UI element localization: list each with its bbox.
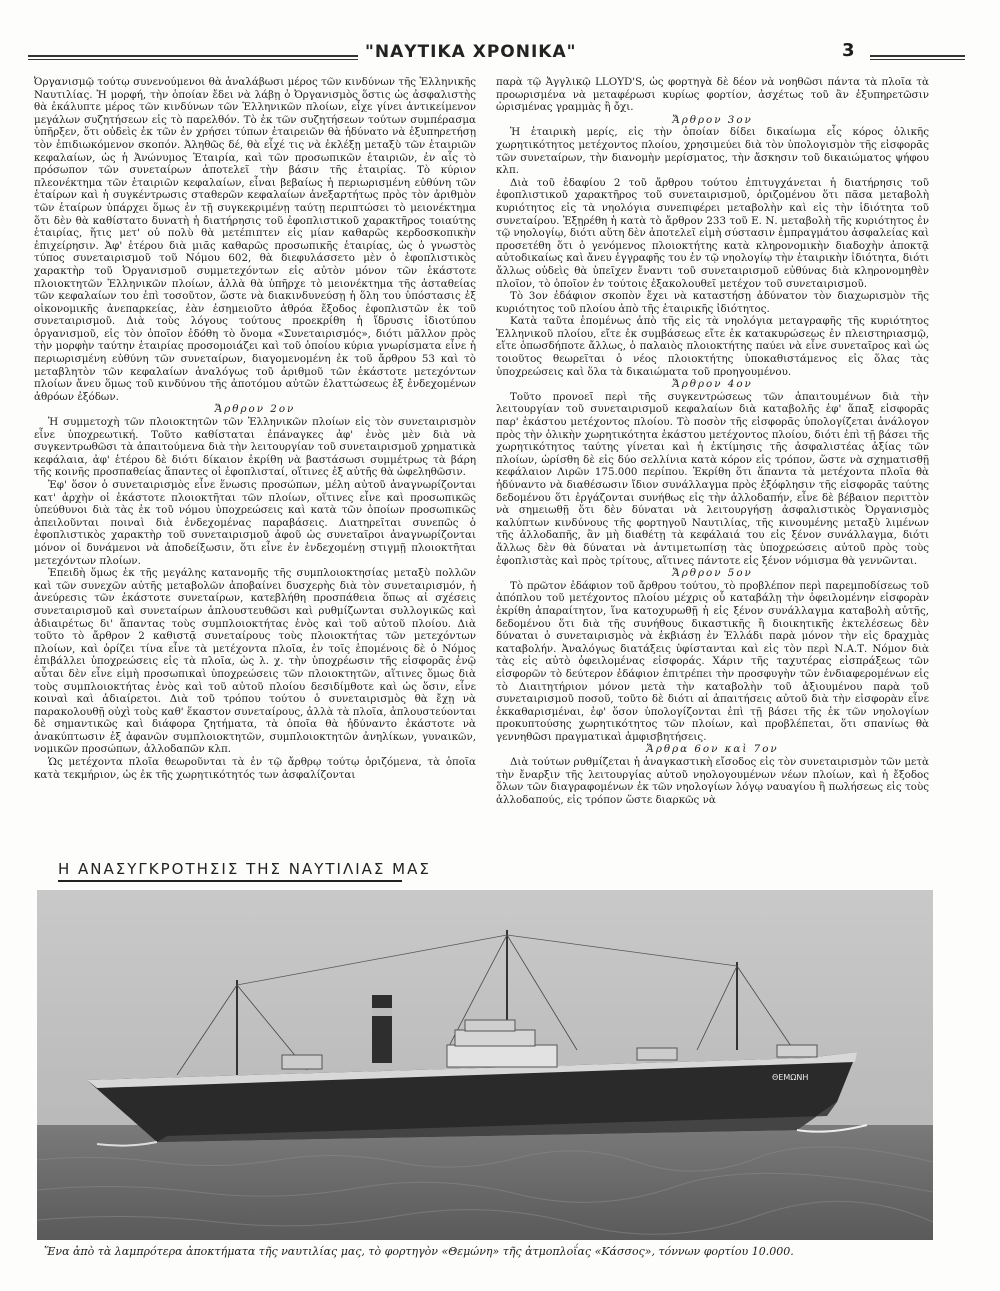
sea [37, 1125, 933, 1240]
header-rule-left [28, 55, 358, 60]
page-number: 3 [842, 40, 855, 61]
paragraph: Ὀργανισμῷ τούτῳ συνενούμενοι θὰ ἀναλάβωσι μέρος τῶν κινδύνων τῆς Ἑλληνικῆς Ναυτιλίας. Ἡ μορφή, τὴν ὁποίαν ἔδει νὰ λάβῃ ὁ Ὀργανισμὸς ὅστις ὡς ἀσφαλιστὴς θὰ ἐκάλυπτε μέρος τῶν κινδύνων τῶν Ἑλληνικῶν πλοίων, εἶχε γίνει ἀντικείμενον μεγάλων συζητήσεων εἰς τὸ παρελθόν. Τὸ ἐκ τῶν συζητήσεων τούτων συμπέρασμα ὑπῆρξεν, ὅτι οὐδεὶς ἐκ τῶν ἐν χρήσει τύπων ἑταιρειῶν θὰ ἠδύνατο νὰ ἐξυπηρετήσῃ τὸν ἐπιδιωκόμενον σκοπόν. Ἀληθῶς δέ, θὰ εἶχέ τις νὰ ἐκλέξῃ μεταξὺ τῶν ἑταιριῶν κεφαλαίων, ὡς ἡ Ἀνώνυμος Ἑταιρία, καὶ τῶν προσωπικῶν ἑταιριῶν, ἐν αἷς τὸ πρόσωπον τῶν συνεταίρων ἀποτελεῖ τὴν βάσιν τῆς ἑταιρίας. Τὸ κύριον πλεονέκτημα τῶν ἑταιριῶν κεφαλαίων, εἶναι βεβαίως ἡ περιωρισμένη εὐθύνη τῶν ἑταίρων καὶ ἡ συγκέντρωσις σταθερῶν κεφαλαίων ἀνεξαρτήτως πρὸς τὸν ἀριθμὸν τῶν ἑταίρων ὑπάρχει ὅμως ἐν τῇ συγκεκριμένῃ ταύτῃ περιπτώσει τὸ μειονέκτημα ὅτι δὲν θὰ καθίστατο δυνατὴ ἡ διατήρησις τοῦ ἐφοπλιστικοῦ χαρακτῆρος τοιαύτης ἑταιρίας, ἥτις μετ' οὐ πολὺ θὰ μετέπιπτεν εἰς μίαν καθαρῶς κερδοσκοπικὴν ἐπιχείρησιν. Ἀφ' ἑτέρου διὰ μιᾶς καθαρῶς προσωπικῆς ἑταιρίας, ὡς ὁ γνωστὸς τύπος συνεταιρισμοῦ τοῦ Νόμου 602, θὰ διεφυλάσσετο μὲν ὁ ἐφοπλιστικὸς χαρακτὴρ τοῦ Ὀργανισμοῦ συμμετεχόντων εἰς αὐτὸν μόνον τῶν ἑκάστοτε πλοιοκτητῶν Ἑλληνικῶν πλοίων, ἀλλὰ θὰ ὑπῆρχε τὸ μειονέκτημα τῆς ἀσταθείας τῶν κεφαλαίων του ἐπὶ τοσοῦτον, ὥστε νὰ διακινδυνεύσῃ ἡ ὅλη του ὑπόστασις ἐξ οἰκονομικῆς ἀνεπαρκείας, ἐὰν ἐσημειοῦτο ἀθρόα ἔξοδος ἐφοπλιστῶν ἐκ τοῦ συνεταιρισμοῦ. Διὰ τοὺς λόγους τούτους προεκρίθη ἡ ἵδρυσις ἰδιοτύπου ὀργανισμοῦ, εἰς τὸν ὁποῖον ἐδόθη τὸ ὄνομα «Συνεταιρισμός», διότι μᾶλλον πρὸς τὴν μορφὴν ταύτην ἑταιρίας προσομοιάζει καὶ τοῦ ὁποίου κύρια γνωρίσματα εἶνε ἡ περιωρισμένη εὐθύνη τῶν συνεταίρων, διαγομενομένη ἐκ τοῦ ἄρθρου 53 καὶ τὸ μεταβλητὸν τῶν κεφαλαίων ἀναλόγως τοῦ ἀριθμοῦ τῶν ἑκάστοτε μετεχόντων πλοίων ἄνευ ὅμως τοῦ κινδύνου τῆς ἀποτόμου αὐτῶν ἐλαττώσεως ἐξ ἐνδεχομένων ἀθρόων ἐξόδων. [34, 76, 476, 403]
page-header [0, 40, 1000, 80]
paragraph: Διὰ τούτων ρυθμίζεται ἡ ἀναγκαστικὴ εἴσοδος εἰς τὸν συνεταιρισμὸν τῶν μετὰ τὴν ἔναρξιν τῆς λειτουργίας αὐτοῦ νηολογουμένων νέων πλοίων, καὶ ἡ ἔξοδος ὅλων τῶν διαγραφομένων ἐκ τῶν νηολογίων λόγῳ ναυαγίου ἢ πωλήσεως εἰς τοὺς ἀλλοδαπούς, εἰς τρόπον ὥστε διαρκῶς νὰ [496, 756, 929, 806]
paragraph: Τὸ πρῶτον ἐδάφιον τοῦ ἄρθρου τούτου, τὸ προβλέπον περὶ παρεμποδίσεως τοῦ ἀπόπλου τοῦ μετέχοντος πλοίου μέχρις οὗ καταβάλῃ τὴν ὀφειλομένην εἰσφορὰν ἐκρίθη ἀπαραίτητον, ἵνα κατοχυρωθῇ ἡ εἰς ξένον συνάλλαγμα καταβολὴ αὐτῆς, δεδομένου ὅτι διὰ τῆς συνήθους δικαστικῆς ἢ διοικητικῆς ἐκτελέσεως δὲν δύναται ὁ συνεταιρισμὸς νὰ ἐκβιάσῃ ἐν Ἑλλάδι παρὰ μόνον τὴν εἰς δραχμὰς καταβολήν. Ἀναλόγως διατάξεις ὑφίστανται καὶ εἰς τὸν περὶ Ν.Α.Τ. Νόμον διὰ τὰς εἰς αὐτὸ ὀφειλομένας εἰσφοράς. Χάριν τῆς ταχυτέρας εἰσπράξεως τῶν εἰσφορῶν τὸ δεύτερον ἐδάφιον ἐπιτρέπει τὴν προσφυγὴν τῶν ἐνδιαφερομένων εἰς τὸ Διαιτητήριον μόνον μετὰ τὴν καταβολὴν τοῦ ἀξιουμένου παρὰ τοῦ συνεταιρισμοῦ ποσοῦ, τοῦτο δὲ διότι αἱ ἀπαιτήσεις αὐτοῦ διὰ τὴν εἰσφορὰν εἶνε ἐκκαθαρισμέναι, ἐφ' ὅσον ὑπολογίζονται ἐπὶ τῇ βάσει τῆς ἐκ τῶν νηολογίων προκυπτούσης χωρητικότητος τῶν πλοίων, καὶ προβλέπεται, ὅτι σπανίως θὰ γεννηθῶσι πραγματικαὶ ἀμφισβητήσεις. [496, 579, 929, 743]
paragraph: Ὡς μετέχοντα πλοῖα θεωροῦνται τὰ ἐν τῷ ἄρθρῳ τούτῳ ὁριζόμενα, τὰ ὁποῖα κατὰ τεκμήριον, ὡς ἐκ τῆς χωρητικότητός των ἀσφαλίζονται [34, 756, 476, 781]
paragraph: Ἐπειδὴ ὅμως ἐκ τῆς μεγάλης κατανομῆς τῆς συμπλοιοκτησίας μεταξὺ πολλῶν καὶ τῶν συνεχῶν αὐτῆς μεταβολῶν ἀποβαίνει δυσχερὴς διὰ τὸν συνεταιρισμόν, ἡ ἀνεύρεσις τῶν ἑκάστοτε συνεταίρων, κατεβλήθη προσπάθεια ὅπως αἱ σχέσεις συνεταιρισμοῦ καὶ συνεταίρων ἁπλουστευθῶσι καὶ ρυθμίζωνται συλλογικῶς καὶ ἀδιαιρέτως δι' ἅπαντας τοὺς συμπλοιοκτήτας ἑνὸς καὶ τοῦ αὐτοῦ πλοίου. Διὰ τοῦτο τὸ ἄρθρον 2 καθιστᾷ συνεταίρους τοὺς πλοιοκτήτας τῶν μετεχόντων πλοίων, καὶ ὁρίζει τίνα εἶνε τὰ μετέχοντα πλοῖα, ἐν τοῖς ἑπομένοις δὲ ὁ Νόμος ἐπιβάλλει ὑποχρεώσεις εἰς τὰ πλοῖα, ὡς λ. χ. τὴν ὑποχρέωσιν τῆς εἰσφορᾶς ἐνῷ αὗται δὲν εἶνε εἰμὴ προσωπικαὶ ὑποχρεώσεις τῶν πλοιοκτητῶν, αἵτινες ὅμως διὰ τοὺς συμπλοιοκτήτας ἑνὸς καὶ τοῦ αὐτοῦ πλοίου δεσιδίμθοτε καὶ ὡς ὅσιν, εἶνε κοιναὶ καὶ ἀδιαίρετοι. Διὰ τοῦ τρόπου τούτου ὁ συνεταιρισμὸς θὰ ἔχῃ νὰ παρακολουθῇ οὐχὶ τοὺς καθ' ἕκαστον συνεταίρους, ἀλλὰ τὰ πλοῖα, ἁπλουστεύονται δὲ σημαντικῶς καὶ διάφορα ζητήματα, τὰ ὁποῖα θὰ ἠδύναντο ἑκάστοτε νὰ ἀνακύπτωσιν ἐξ ἀφανῶν συμπλοιοκτητῶν, συμπλοιοκτητῶν ἀνηλίκων, γυναικῶν, νομικῶν προσώπων, ἀλλοδαπῶν κλπ. [34, 567, 477, 756]
ship-name: ΘΕΜΩΝΗ [772, 1073, 809, 1082]
paragraph: Τοῦτο προνοεῖ περὶ τῆς συγκεντρώσεως τῶν ἀπαιτουμένων διὰ τὴν λειτουργίαν τοῦ συνεταιρισμοῦ κεφαλαίων διὰ καταβολῆς ἐφ' ἅπαξ εἰσφορᾶς παρ' ἑκάστου μετέχοντος πλοίου. Τὸ ποσὸν τῆς εἰσφορᾶς ὑπολογίζεται ἀνάλογον πρὸς τὴν ὁλικὴν χωρητικότητα ἑκάστου μετέχοντος πλοίου, διότι ἐπὶ τῇ βάσει τῆς χωρητικότητος ταύτης γίνεται καὶ ἡ ἐκτίμησις τῆς ἀσφαλιστέας ἀξίας τῶν πλοίων, ὡρίσθη δὲ εἰς δύο σελλίνια κατὰ κόρον εἰς τρόπον, ὥστε νὰ σχηματισθῇ κεφάλαιον Λιρῶν 175.000 περίπου. Ἐκρίθη ὅτι ἅπαντα τὰ μετέχοντα πλοῖα θὰ ἠδύναντο νὰ διαθέσωσιν ἴδιον συνάλλαγμα πρὸς ἐξόφλησιν τῆς εἰσφορᾶς ταύτης δεδομένου ὅτι ἐργάζονται συνήθως εἰς τὴν ἀλλοδαπήν, εἶνε δὲ βέβαιον περιττὸν νὰ σημειωθῇ ὅτι δὲν δύναται νὰ λειτουργήσῃ ἀσφαλιστικὸς Ὀργανισμὸς καλύπτων κινδύνους τῆς φορτηγοῦ Ναυτιλίας, τῆς κινουμένης μεταξὺ λιμένων τῆς ἀλλοδαπῆς, ἂν μὴ διαθέτῃ τὰ κεφάλαιά του εἰς ξένον συνάλλαγμα, διότι ἄλλως δὲν θὰ δύναται νὰ ἀντιμετωπίσῃ τὰς ὑποχρεώσεις αὐτοῦ πρὸς τοὺς ἐφοπλιστὰς καὶ πρὸς τρίτους, αἵτινες πάντοτε εἰς ξένον νόμισμα θὰ γεννῶνται. [496, 390, 929, 567]
paragraph: Ἐφ' ὅσον ὁ συνεταιρισμὸς εἶνε ἕνωσις προσώπων, μέλη αὐτοῦ ἀναγνωρίζονται κατ' ἀρχὴν οἱ ἑκάστοτε πλοιοκτῆται τῶν πλοίων, οἵτινες εἶνε καὶ προσωπικῶς ὑπεύθυνοι διὰ τὰς ἐκ τοῦ νόμου ὑποχρεώσεις καὶ κατὰ τῶν ὁποίων προσωπικῶς ἀπειλοῦνται ποιναὶ διὰ ἐνδεχομένας παραβάσεις. Διατηρεῖται συνεπῶς ὁ ἐφοπλιστικὸς χαρακτὴρ τοῦ συνεταιρισμοῦ ἀφοῦ ὡς συνεταῖροι ἀναγνωρίζονται μόνον οἱ δυνάμενοι νὰ ἀποδείξωσιν, ὅτι εἶνε ἐν ἐνδεχομένῃ στιγμῇ πλοιοκτῆται μετεχόντων πλοίων. [34, 479, 476, 567]
paragraph: Ἡ ἑταιρικὴ μερίς, εἰς τὴν ὁποίαν δίδει δικαίωμα εἷς κόρος ὁλικῆς χωρητικότητος μετέχοντος πλοίου, χρησιμεύει διὰ τὸν ὑπολογισμὸν τῆς εἰσφορᾶς τῶν συνεταίρων, τὴν διανομὴν μερίσματος, τὴν ἄσκησιν τοῦ δικαιώματος ψήφου κλπ. [496, 126, 929, 177]
article-3-heading: Ἄρθρον 3ον [672, 113, 753, 126]
article-4-heading: Ἄρθρον 4ον [672, 378, 753, 391]
ship-photo [37, 890, 933, 1240]
paragraph: Τὸ 3ον ἐδάφιον σκοπὸν ἔχει νὰ καταστήσῃ ἀδύνατον τὸν διαχωρισμὸν τῆς κυριότητος τοῦ πλοίου ἀπὸ τῆς ἑταιρικῆς ἰδιότητος. [496, 290, 929, 315]
article-6-7-heading: Ἄρθρα 6ον καὶ 7ον [646, 743, 779, 756]
paragraph: Κατὰ ταῦτα ἑπομένως ἀπὸ τῆς εἰς τὰ νηολόγια μεταγραφῆς τῆς κυριότητος Ἑλληνικοῦ πλοίου, εἴτε ἐκ συμβάσεως εἴτε ἐκ κατακυρώσεως ἐν πλειστηριασμῷ, εἴτε ὁπωσδήποτε ἄλλως, ὁ παλαιὸς πλοιοκτήτης παύει νὰ εἶνε συνεταῖρος καὶ ὡς τοιοῦτος θεωρεῖται ὁ νέος πλοιοκτήτης ὑποκαθιστάμενος εἰς ὅλας τὰς ὑποχρεώσεις καὶ ὅλα τὰ δικαιώματα τοῦ προηγουμένου. [496, 315, 929, 378]
publication-title: "ΝΑΥΤΙΚΑ ΧΡΟΝΙΚΑ" [365, 42, 577, 62]
paragraph: Ἡ συμμετοχὴ τῶν πλοιοκτητῶν τῶν Ἑλληνικῶν πλοίων εἰς τὸν συνεταιρισμὸν εἶνε ὑποχρεωτική. Τοῦτο καθίσταται ἐπάναγκες ἀφ' ἑνὸς μὲν διὰ νὰ συγκεντρωθῶσι τὰ ἀπαιτούμενα διὰ τὴν λειτουργίαν τοῦ συνεταιρισμοῦ χρηματικὰ κεφάλαια, ἀφ' ἑτέρου δὲ διότι δίκαιον ἐκρίθη νὰ βαστάσωσι συμμέτρως τὰ βάρη τῆς κοινῆς προσπαθείας ἅπαντες οἱ ἐφοπλισταί, οἵτινες ἐξ αὐτῆς θὰ ὠφεληθῶσιν. [34, 416, 476, 479]
paragraph: παρὰ τῷ Ἀγγλικῷ LLOYD'S, ὡς φορτηγὰ δὲ δέον νὰ νοηθῶσι πάντα τὰ πλοῖα τὰ προωρισμένα νὰ μεταφέρωσι κυρίως φορτίον, ἀσχέτως τοῦ ἂν ἐξυπηρετῶσιν ὡρισμένας γραμμὰς ἢ ὄχι. [496, 76, 929, 114]
right-column [496, 76, 929, 806]
paragraph: Διὰ τοῦ ἐδαφίου 2 τοῦ ἄρθρου τούτου ἐπιτυγχάνεται ἡ διατήρησις τοῦ ἐφοπλιστικοῦ χαρακτῆρος τοῦ συνεταιρισμοῦ, ὁριζομένου ὅτι πᾶσα μεταβολὴ κυριότητος εἰς τὰ νηολόγια συνεπιφέρει μεταβολὴν καὶ εἰς τὴν ἰδιότητα τοῦ συνεταίρου. Ἐξῃρέθη ἡ κατὰ τὸ ἄρθρον 233 τοῦ Ε. Ν. μεταβολὴ τῆς κυριότητος ἐν τῷ νηολογίῳ, διότι αὕτη δὲν ἀποτελεῖ εἰμὴ σύστασιν ἐμπραγμάτου ἀσφαλείας καὶ προσετέθη ὅτι ὁ γενόμενος πλοιοκτήτης κατὰ κληρονομικὴν διαδοχὴν ἀποκτᾷ αὐτοδικαίως καὶ ἄνευ ἐγγραφῆς του ἐν τῷ νηολογίῳ τὴν ἑταιρικὴν ἰδιότητα, διότι ἄλλως οὐδεὶς θὰ ὑπεῖχεν ἔναντι τοῦ συνεταιρισμοῦ εὐθύνας διὰ κληρονομηθὲν πλοῖον, τὸ ὁποῖον ἐν τούτοις ἐξακολουθεῖ μετέχον τοῦ συνεταιρισμοῦ. [496, 176, 929, 290]
header-rule-right [870, 55, 965, 60]
ship-illustration [37, 890, 933, 1240]
left-column [34, 76, 476, 781]
section-heading: Η ΑΝΑΣΥΓΚΡΟΤΗΣΙΣ ΤΗΣ ΝΑΥΤΙΛΙΑΣ ΜΑΣ [58, 860, 402, 882]
photo-caption: Ἕνα ἀπὸ τὰ λαμπρότερα ἀποκτήματα τῆς ναυτιλίας μας, τὸ φορτηγὸν «Θεμώνη» τῆς ἀτμοπλοΐας «Κάσσος», τόννων φορτίου 10.000. [44, 1245, 794, 1258]
article-2-heading: Ἄρθρον 2ον [214, 403, 296, 416]
article-5-heading: Ἄρθρον 5ον [672, 567, 753, 580]
